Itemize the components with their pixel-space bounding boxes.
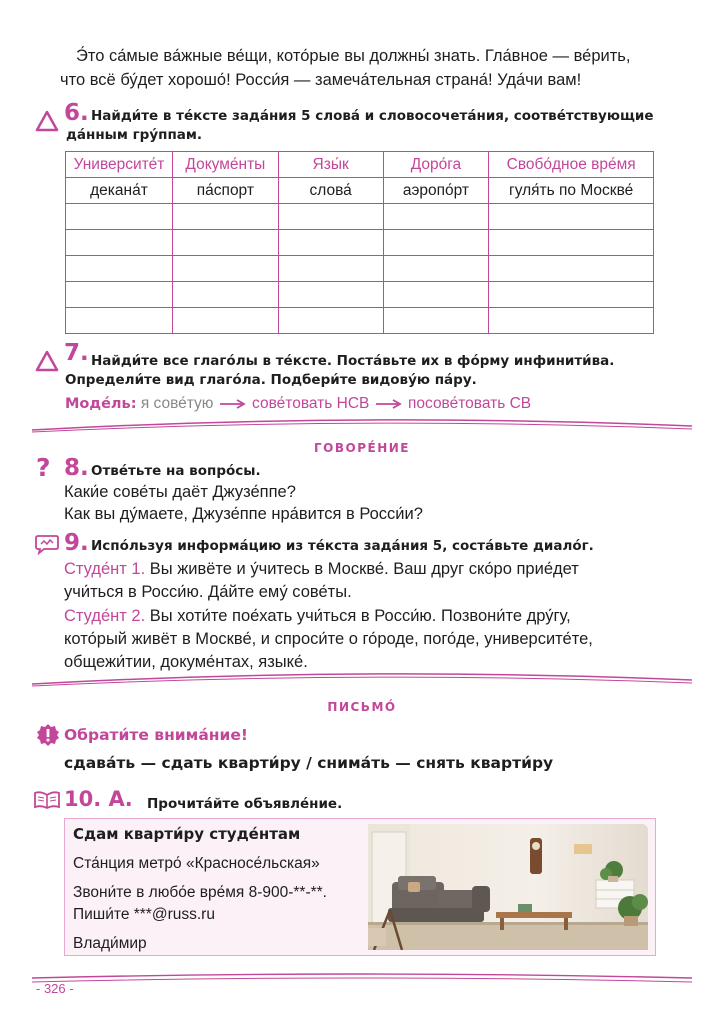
student-1-label: Студе́нт 1.: [64, 560, 146, 578]
task-8-question-2: Как вы ду́маете, Джузе́ппе нра́вится в Росси́и?: [64, 505, 423, 523]
ad-signature: Влади́мир: [73, 935, 147, 952]
table-cell[interactable]: [66, 204, 173, 230]
table-cell[interactable]: [278, 230, 383, 256]
table-row: [66, 308, 654, 334]
table-cell[interactable]: [383, 308, 489, 334]
table-row: [66, 282, 654, 308]
table-cell[interactable]: [489, 230, 654, 256]
student-2-text-c: общежи́тии, докуме́нтах, языке́.: [64, 653, 308, 671]
table-cell[interactable]: [66, 282, 173, 308]
attention-label: Обрати́те внима́ние!: [64, 726, 248, 744]
table-cell[interactable]: [489, 282, 654, 308]
section-divider: [30, 418, 694, 438]
task-9-student-1: [64, 558, 684, 604]
task-10-number-text: 10. А.: [64, 787, 133, 811]
table-cell: па́спорт: [172, 178, 278, 204]
task-8-number: 8.: [64, 455, 89, 481]
table-cell[interactable]: [278, 282, 383, 308]
table-cell: гуля́ть по Москве́: [489, 178, 654, 204]
intro-line-2: что всё бу́дет хорошо́! Росси́я — замеча́тельная страна́! Уда́чи вам!: [60, 71, 582, 89]
table-row: [66, 230, 654, 256]
task-7-title-line-2: Определи́те вид глаго́ла. Подбери́те видову́ю па́ру.: [65, 372, 477, 388]
advertisement-box: [64, 818, 656, 956]
intro-line-1: Э́то са́мые ва́жные ве́щи, кото́рые вы должны́ знать. Гла́вное — ве́рить,: [76, 47, 631, 65]
table-cell[interactable]: [489, 256, 654, 282]
page-number: - 326 -: [36, 981, 74, 996]
task-8-title: Отве́тьте на вопро́сы.: [91, 463, 261, 479]
triangle-icon: [35, 350, 59, 372]
table-header-cell: Докуме́нты: [172, 152, 278, 178]
table-cell[interactable]: [172, 282, 278, 308]
triangle-icon: [35, 110, 59, 132]
ad-line-1: Ста́нция метро́ «Красносе́льская»: [73, 855, 320, 872]
question-mark-icon: ?: [36, 453, 51, 482]
table-cell: слова́: [278, 178, 383, 204]
table-cell[interactable]: [383, 282, 489, 308]
section-divider: [30, 672, 694, 692]
task-7-title: [65, 352, 691, 390]
vocabulary-note: сдава́ть — сдать кварти́ру / снима́ть — снять кварти́ру: [64, 754, 554, 772]
ad-line-2: Звони́те в любо́е вре́мя 8-900-**-**.: [73, 884, 327, 901]
task-8-question-1: Каки́е сове́ты даёт Джузе́ппе?: [64, 483, 296, 501]
speech-bubble-icon: [34, 533, 60, 555]
table-cell[interactable]: [383, 204, 489, 230]
section-title-speaking: ГОВОРЕ́НИЕ: [314, 441, 410, 455]
task-7-title-line-1: Найди́те все глаго́лы в те́ксте. Поста́вьте их в фо́рму инфинити́ва.: [91, 353, 615, 369]
arrow-right-icon: [374, 398, 404, 410]
student-2-text-b: кото́рый живёт в Москве́, и спроси́те о го́роде, пого́де, университе́те,: [64, 630, 593, 648]
task-6-title-line-2: да́нным гру́ппам.: [66, 127, 203, 143]
table-example-row: [66, 178, 654, 204]
table-cell[interactable]: [66, 256, 173, 282]
task-6-title-line-1: Найди́те в те́ксте зада́ния 5 слова́ и словосочета́ния, соотве́тствующие: [91, 108, 654, 124]
student-1-text-b: учи́ться в Росси́ю. Да́йте ему́ сове́ты.: [64, 583, 352, 601]
table-header-cell: Свобо́дное вре́мя: [489, 152, 654, 178]
table-cell[interactable]: [489, 308, 654, 334]
table-header-row: [66, 152, 654, 178]
task-6-title: [66, 107, 691, 145]
vocabulary-table: [65, 151, 654, 334]
table-cell[interactable]: [278, 204, 383, 230]
table-cell[interactable]: [278, 256, 383, 282]
table-row: [66, 204, 654, 230]
table-cell: аэропо́рт: [383, 178, 489, 204]
model-label: Моде́ль:: [65, 396, 137, 412]
intro-paragraph: [60, 44, 676, 92]
table-cell[interactable]: [383, 256, 489, 282]
footer-divider: [30, 968, 694, 988]
task-6-number: 6.: [64, 100, 89, 126]
student-2-label: Студе́нт 2.: [64, 607, 146, 625]
table-row: [66, 256, 654, 282]
table-cell[interactable]: [278, 308, 383, 334]
table-cell[interactable]: [172, 230, 278, 256]
task-9-number: 9.: [64, 530, 89, 556]
task-7-model: [65, 395, 531, 413]
table-cell[interactable]: [66, 230, 173, 256]
task-9-student-2: [64, 605, 704, 674]
table-cell[interactable]: [489, 204, 654, 230]
section-title-writing: ПИСЬМО́: [327, 700, 397, 714]
table-cell: декана́т: [66, 178, 173, 204]
ad-line-3: Пиши́те ***@russ.ru: [73, 906, 215, 923]
task-10-number: [64, 787, 133, 811]
ad-heading: Сдам кварти́ру студе́нтам: [73, 825, 301, 843]
table-header-cell: Университе́т: [66, 152, 173, 178]
table-header-cell: Язы́к: [278, 152, 383, 178]
model-item-3: посове́товать СВ: [408, 395, 532, 412]
table-cell[interactable]: [66, 308, 173, 334]
task-10-title: Прочита́йте объявле́ние.: [147, 796, 343, 812]
student-2-text-a: Вы хоти́те пое́хать учи́ться в Росси́ю. Позвони́те дру́гу,: [149, 607, 571, 625]
task-7-number: 7.: [64, 340, 89, 366]
model-item-2: сове́товать НСВ: [252, 395, 370, 412]
arrow-right-icon: [218, 398, 248, 410]
table-cell[interactable]: [172, 204, 278, 230]
open-book-icon: [33, 790, 61, 810]
table-cell[interactable]: [383, 230, 489, 256]
model-item-1: я сове́тую: [140, 395, 214, 412]
table-cell[interactable]: [172, 256, 278, 282]
student-1-text-a: Вы живёте и у́читесь в Москве́. Ваш друг ско́ро прие́дет: [149, 560, 579, 578]
exclamation-badge-icon: [36, 723, 60, 747]
living-room-photo: [368, 824, 648, 950]
task-9-title: Испо́льзуя информа́цию из те́кста зада́ния 5, соста́вьте диало́г.: [91, 538, 594, 554]
table-cell[interactable]: [172, 308, 278, 334]
table-header-cell: Доро́га: [383, 152, 489, 178]
